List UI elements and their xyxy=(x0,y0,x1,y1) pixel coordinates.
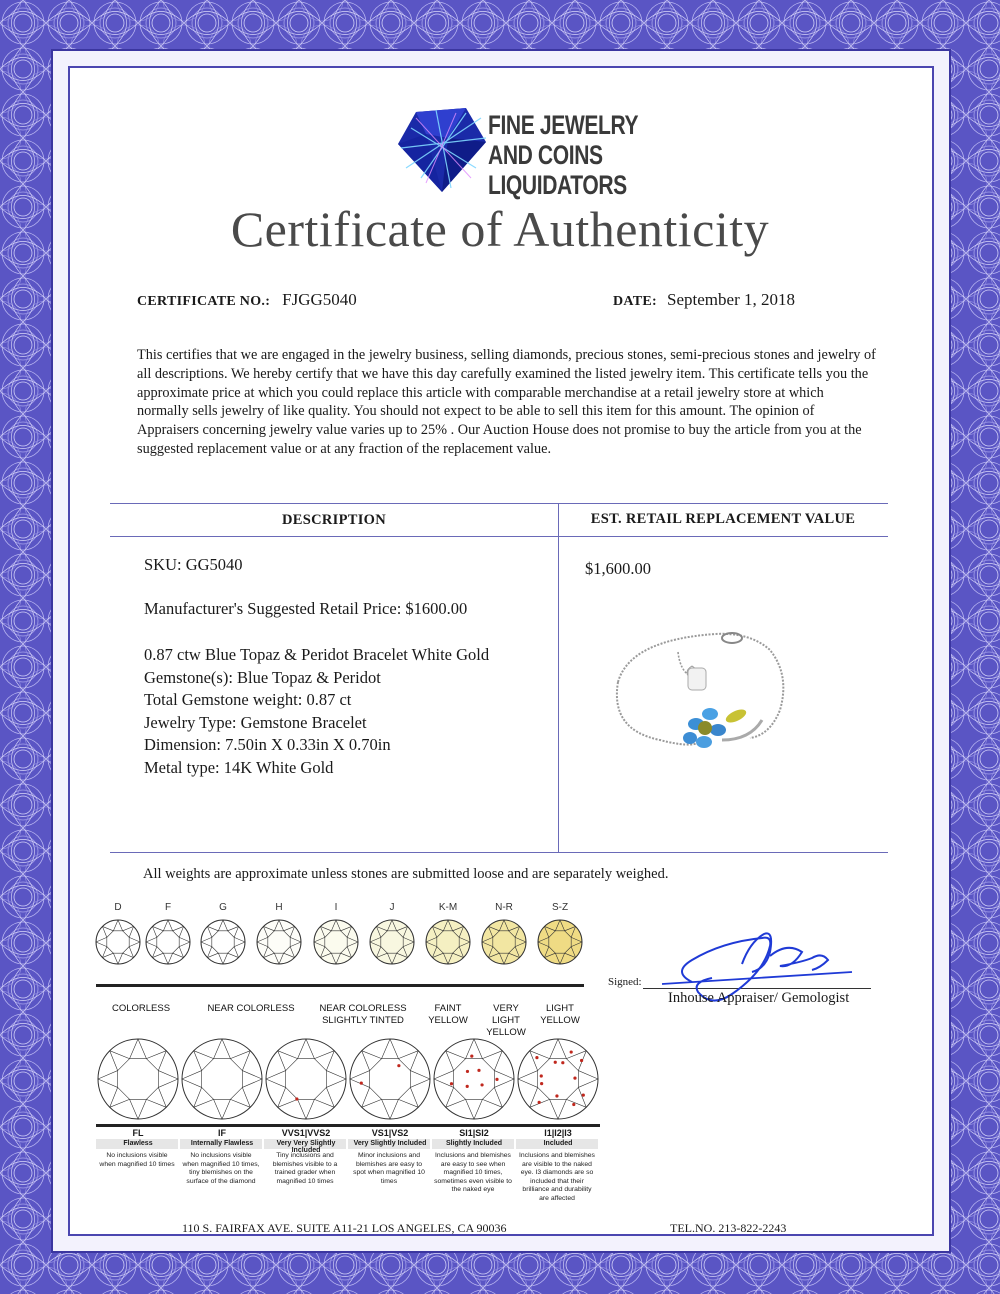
weights-note: All weights are approximate unless stones are submitted loose and are separately weighed. xyxy=(143,866,669,882)
clarity-description: No inclusions visible when magnified 10 times, tiny blemishes on the surface of the diamond xyxy=(182,1152,260,1185)
logo-text xyxy=(488,110,638,200)
clarity-name: Very Slightly Included xyxy=(353,1140,427,1147)
color-group-label xyxy=(196,1003,306,1015)
color-group-line: SLIGHTLY TINTED xyxy=(322,1015,404,1026)
color-group-line: VERY LIGHT xyxy=(492,1003,520,1026)
sku: SKU: GG5040 xyxy=(144,555,243,574)
color-diamond-icon xyxy=(482,920,526,964)
color-group-label xyxy=(532,1003,588,1027)
table-header-rule xyxy=(110,536,888,537)
certificate-title: Certificate of Authenticity xyxy=(230,201,770,257)
color-diamond-icon xyxy=(314,920,358,964)
logo-line-1: FINE JEWELRY xyxy=(488,110,639,140)
detail-line: Total Gemstone weight: 0.87 ct xyxy=(144,690,352,709)
color-group-line: YELLOW xyxy=(540,1015,580,1026)
color-diamond-icon xyxy=(257,920,301,964)
color-group-line: LIGHT xyxy=(546,1003,574,1014)
color-grade-letter: H xyxy=(275,902,283,913)
clarity-code: VVS1|VVS2 xyxy=(281,1128,331,1138)
logo-gem-icon xyxy=(396,108,488,194)
table-top-rule xyxy=(110,503,888,504)
clarity-description: Minor inclusions and blemishes are easy to spot when magnified 10 times xyxy=(353,1152,425,1185)
clarity-diamond-icon xyxy=(266,1039,346,1119)
clarity-diamond-icon xyxy=(350,1039,430,1119)
description-header: DESCRIPTION xyxy=(281,512,386,528)
footer-phone: TEL.NO. 213-822-2243 xyxy=(670,1221,787,1235)
clarity-description: Inclusions and blemishes are visible to the naked eye. I3 diamonds are so included that their brilliance and durability are affected xyxy=(519,1152,595,1202)
appraiser-title: Inhouse Appraiser/ Gemologist xyxy=(668,990,850,1006)
color-diamond-icon xyxy=(96,920,140,964)
clarity-code: VS1|VS2 xyxy=(371,1128,409,1138)
color-grade-letter: D xyxy=(114,902,122,913)
intro-paragraph: This certifies that we are engaged in the jewelry business, selling diamonds, precious stones, semi-precious stones and jewelry of all descriptions. We hereby certify that we have this day carefully examined the listed jewelry item. This certificate tells you the approximate price at which you could replace this article with comparable merchandise at a retail jewelry store at which normally sells jewelry of like quality. You should not expect to be able to sell this item for this amount. The opinion of Appraisers concerning jewelry value varies up to 25% . Our Auction House does not promise to buy the article from you at the suggested replacement value or at any fraction of the replacement value. xyxy=(137,347,876,457)
signed-label: Signed: xyxy=(608,976,642,988)
clarity-diamonds xyxy=(96,1034,600,1124)
logo-line-3: LIQUIDATORS xyxy=(488,170,627,200)
clarity-name: Included xyxy=(543,1140,573,1147)
date-label: DATE: xyxy=(613,294,658,309)
retail-value: $1,600.00 xyxy=(585,559,651,578)
table-divider xyxy=(558,503,559,852)
color-grade-letter: I xyxy=(334,902,338,913)
color-group-label xyxy=(310,1003,416,1027)
table-bottom-rule xyxy=(110,852,888,853)
color-group-line: YELLOW xyxy=(428,1015,468,1026)
clarity-diamond-icon xyxy=(98,1039,178,1119)
clarity-scale-rule xyxy=(96,1124,600,1127)
color-scale-rule xyxy=(96,984,584,987)
clarity-code: I1|I2|I3 xyxy=(544,1128,572,1138)
date-value: September 1, 2018 xyxy=(667,290,795,309)
clarity-code: IF xyxy=(218,1128,226,1138)
color-diamond-icon xyxy=(146,920,190,964)
color-group-line: YELLOW xyxy=(486,1027,526,1038)
clarity-code: FL xyxy=(132,1128,144,1138)
color-grade-letter: F xyxy=(164,902,172,913)
detail-line: Gemstone(s): Blue Topaz & Peridot xyxy=(144,667,381,687)
certificate-number-label: CERTIFICATE NO.: xyxy=(137,294,271,309)
detail-line: Dimension: 7.50in X 0.33in X 0.70in xyxy=(144,735,391,754)
footer-address: 110 S. FAIRFAX AVE. SUITE A11-21 LOS ANGELES, CA 90036 xyxy=(182,1221,507,1235)
clarity-diamond-icon xyxy=(182,1039,262,1119)
color-group-label xyxy=(96,1003,186,1015)
clarity-name: Flawless xyxy=(123,1140,153,1147)
clarity-description: Tiny inclusions and blemishes visible to a trained grader when magnified 10 times xyxy=(272,1152,338,1185)
color-group-line: NEAR COLORLESS xyxy=(319,1003,407,1014)
color-grade-letter: S-Z xyxy=(551,902,569,913)
clarity-description: No inclusions visible when magnified 10 times xyxy=(99,1152,175,1168)
clarity-code: SI1|SI2 xyxy=(459,1128,489,1138)
date-row xyxy=(613,290,795,310)
color-grade-letter: G xyxy=(219,902,227,913)
clarity-name: Internally Flawless xyxy=(190,1140,254,1147)
detail-line: Jewelry Type: Gemstone Bracelet xyxy=(144,712,367,732)
msrp: Manufacturer's Suggested Retail Price: $1600.00 xyxy=(144,599,468,618)
clarity-diamond-icon xyxy=(434,1039,514,1119)
color-group-label xyxy=(424,1003,472,1027)
value-header: EST. RETAIL REPLACEMENT VALUE xyxy=(590,511,856,527)
color-group-line: FAINT xyxy=(434,1003,462,1014)
certificate-number: FJGG5040 xyxy=(282,290,357,309)
color-diamond-icon xyxy=(201,920,245,964)
certificate-number-row xyxy=(137,290,357,310)
color-diamond-icon xyxy=(426,920,470,964)
color-diamonds xyxy=(90,918,590,968)
logo-line-2: AND COINS xyxy=(488,140,603,170)
bracelet-image xyxy=(600,620,800,790)
color-diamond-icon xyxy=(538,920,582,964)
clarity-diamond-icon xyxy=(518,1039,598,1119)
clarity-name: Very Very Slightly Included xyxy=(276,1140,336,1154)
color-group-line: COLORLESS xyxy=(111,1003,171,1014)
clarity-name: Slightly Included xyxy=(445,1140,502,1147)
color-diamond-icon xyxy=(370,920,414,964)
clarity-description: Inclusions and blemishes are easy to see when magnified 10 times, sometimes even visible to the naked eye xyxy=(434,1152,512,1194)
color-group-line: NEAR COLORLESS xyxy=(207,1003,295,1014)
color-grade-letter: K-M xyxy=(438,902,458,913)
detail-line: 0.87 ctw Blue Topaz & Peridot Bracelet White Gold xyxy=(144,645,490,664)
color-grade-letter: N-R xyxy=(495,902,513,913)
item-details xyxy=(144,644,489,779)
color-grade-letter: J xyxy=(389,902,395,913)
detail-line: Metal type: 14K White Gold xyxy=(144,757,334,777)
